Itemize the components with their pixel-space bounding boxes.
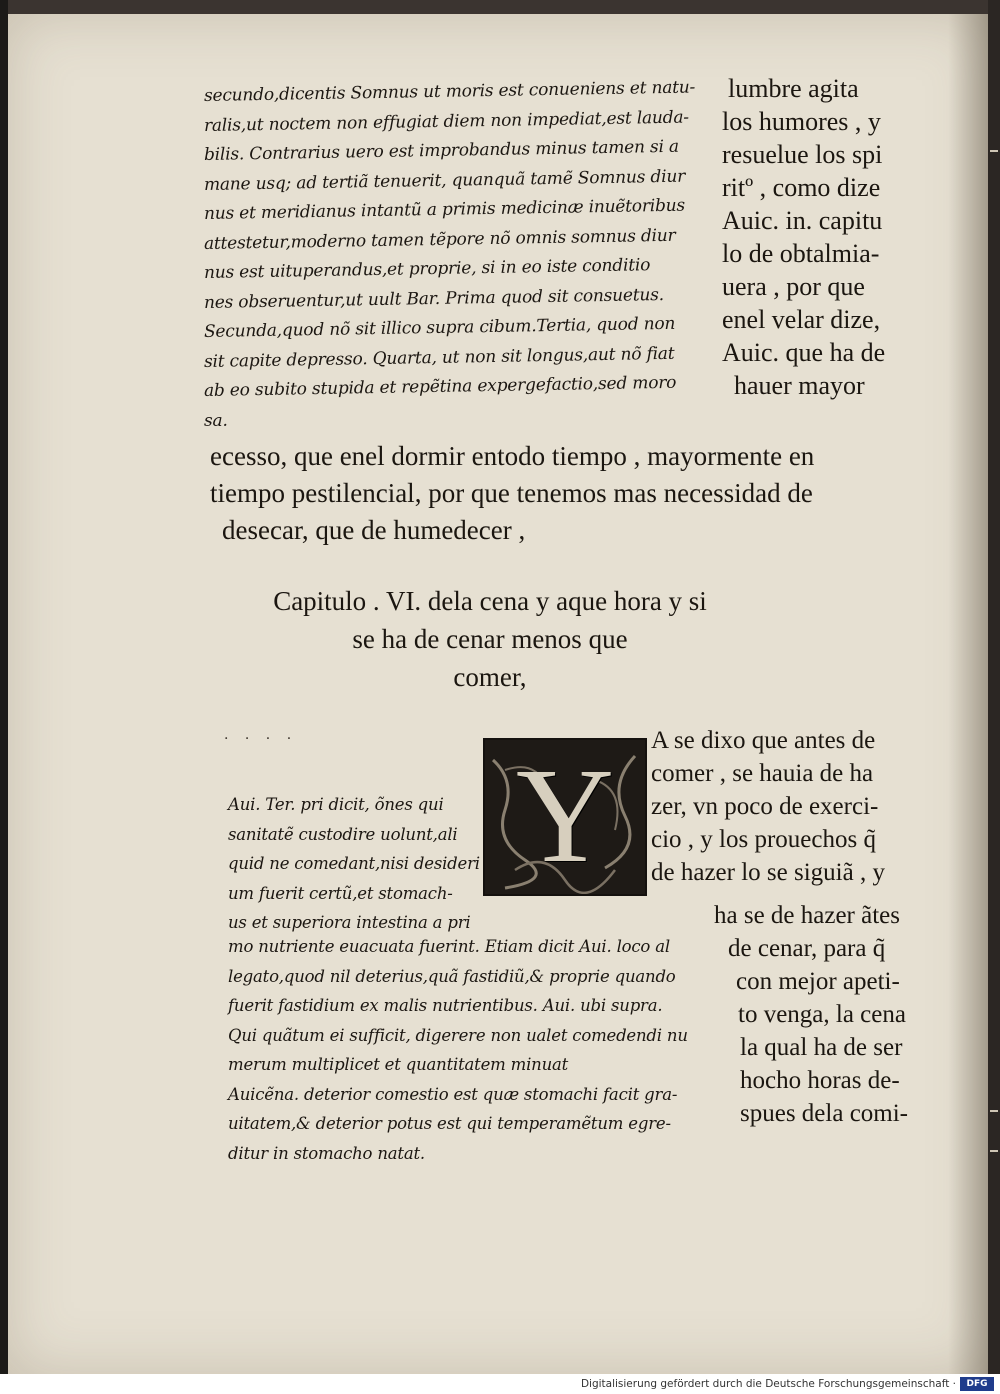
latin-commentary-top — [203, 77, 704, 436]
text-line: sanitatẽ custodire uolunt,ali — [228, 824, 458, 844]
text-line: lumbre agita — [728, 74, 859, 103]
text-line: Qui quãtum ei sufficit, digerere non ualet comedendi nu — [228, 1025, 688, 1045]
text-line: mane usq; ad tertiã tenuerit, quanquã tamẽ Somnus diur — [203, 166, 686, 195]
spanish-column-top — [722, 72, 885, 402]
text-line: mo nutriente euacuata fuerint. Etiam dicit Aui. loco al — [228, 937, 670, 956]
text-line: de cenar, para q̃ — [728, 935, 886, 962]
text-line: bilis. Contrarius uero est improbandus minus tamen si a — [203, 136, 680, 165]
text-line: de hazer lo se siguiã , y — [651, 859, 885, 886]
edge-mark — [990, 1110, 998, 1112]
text-line: los humores , y — [722, 107, 881, 136]
funding-credit: Digitalisierung gefördert durch die Deutsche Forschungsgemeinschaft · — [580, 1378, 956, 1390]
text-line: Auic. que ha de — [722, 338, 886, 367]
heading-line: comer, — [453, 662, 527, 692]
page-gutter-shadow — [948, 14, 988, 1374]
text-line: to venga, la cena — [738, 1001, 906, 1028]
initial-letter: Y — [515, 741, 615, 891]
text-line: um fuerit certũ,et stomach- — [228, 883, 453, 903]
text-line: cio , y los prouechos q̃ — [651, 826, 876, 853]
text-line: secundo,dicentis Somnus ut moris est conueniens et natu- — [203, 77, 696, 106]
text-line: desecar, que de humedecer , — [222, 515, 526, 545]
text-line: Secunda,quod nõ sit illico supra cibum.Tertia, quod non — [203, 313, 676, 342]
text-line: ab eo subito stupida et repẽtina expergefactio,sed moro — [203, 372, 677, 401]
heading-line: Capitulo . VI. dela cena y aque hora y si — [273, 586, 707, 616]
text-line: uitatem,& deterior potus est qui temperamẽtum egre- — [228, 1114, 671, 1133]
text-line: legato,quod nil deterius,quã fastidiũ,& proprie quando — [228, 966, 676, 986]
text-line: merum multiplicet et quantitatem minuat — [228, 1055, 569, 1074]
text-line: sa. — [204, 410, 228, 431]
text-line: nus et meridianus intantũ a primis medicinæ inuẽtoribus — [203, 195, 686, 224]
text-line: sit capite depresso. Quarta, ut non sit longus,aut nõ fiat — [203, 343, 675, 372]
spanish-initial-column — [651, 724, 885, 889]
text-line: Auic. in. capitu — [722, 206, 883, 235]
text-line: zer, vn poco de exerci- — [651, 793, 879, 820]
text-line: uera , por que — [722, 272, 865, 301]
dfg-logo: DFG — [960, 1377, 994, 1391]
text-line: nes obseruentur,ut uult Bar. Prima quod sit consuetus. — [203, 284, 665, 313]
text-line: comer , se hauia de ha — [651, 760, 874, 787]
text-line: enel velar dize, — [722, 305, 881, 334]
text-line: fuerit fastidium ex malis nutrientibus. Aui. ubi supra. — [228, 996, 663, 1015]
text-line: ha se de hazer ãtes — [714, 902, 900, 929]
text-line: quid ne comedant,nisi desideri — [228, 854, 480, 873]
text-line: la qual ha de ser — [740, 1034, 903, 1061]
spanish-column-lower — [714, 899, 908, 1130]
latin-commentary-narrow — [228, 790, 480, 938]
text-line: Auicẽna. deterior comestio est quæ stomachi facit gra- — [228, 1084, 678, 1104]
text-line: spues dela comi- — [740, 1100, 909, 1127]
ornament-marks: · · · · — [224, 731, 298, 747]
scan-edge-right — [988, 0, 1000, 1394]
text-line: tiempo pestilencial, por que tenemos mas necessidad de — [210, 478, 813, 508]
scan-edge-top — [0, 0, 1000, 14]
decorated-initial — [483, 738, 647, 896]
text-line: nus est uituperandus,et proprie, si in eo iste conditio — [203, 255, 651, 283]
text-line: ecesso, que enel dormir entodo tiempo , mayormente en — [210, 441, 815, 471]
text-line: hauer mayor — [734, 371, 865, 400]
text-line: con mejor apeti- — [736, 968, 900, 995]
text-line: Aui. Ter. pri dicit, õnes qui — [228, 795, 444, 814]
heading-line: se ha de cenar menos que — [352, 624, 628, 654]
text-line: us et superiora intestina a pri — [228, 913, 471, 932]
text-line: ritº , como dize — [722, 173, 881, 202]
edge-mark — [990, 150, 998, 152]
chapter-heading — [230, 582, 750, 696]
text-line: ralis,ut noctem non effugiat diem non impediat,est lauda- — [203, 107, 690, 136]
edge-mark — [990, 1150, 998, 1152]
text-line: lo de obtalmia- — [722, 239, 880, 268]
text-line: attestetur,moderno tamen tẽpore nõ omnis somnus diur — [203, 225, 676, 254]
scan-edge-left — [0, 0, 8, 1394]
text-line: A se dixo que antes de — [651, 727, 876, 754]
text-line: resuelue los spi — [722, 140, 883, 169]
latin-commentary-lower — [228, 932, 688, 1168]
text-line: ditur in stomacho natat. — [228, 1143, 425, 1163]
text-line: hocho horas de- — [740, 1067, 900, 1094]
spanish-main-block — [210, 438, 814, 549]
